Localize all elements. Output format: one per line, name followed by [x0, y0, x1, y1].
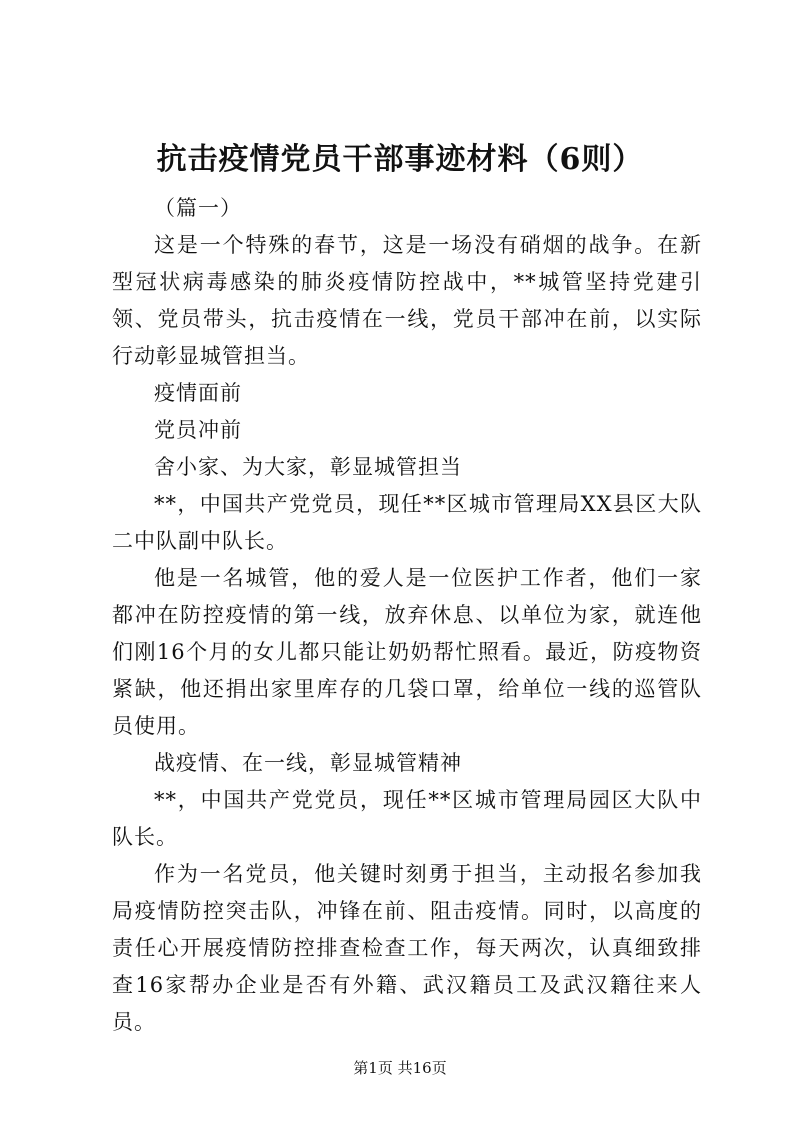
paragraph: 这是一个特殊的春节，这是一场没有硝烟的战争。在新型冠状病毒感染的肺炎疫情防控战中，**城管坚持党建引领、党员带头，抗击疫情在一线，党员干部冲在前，以实际行动彰显城管担当。 [112, 233, 702, 368]
subheading: 疫情面前 [154, 381, 242, 405]
subheading: 战疫情、在一线，彰显城管精神 [154, 751, 462, 775]
subheading: 党员冲前 [154, 418, 242, 442]
section-label: （篇一） [154, 196, 242, 220]
document-body [112, 190, 702, 1041]
paragraph: 他是一名城管，他的爱人是一位医护工作者，他们一家都冲在防控疫情的第一线，放弃休息、以单位为家，就连他们刚16个月的女儿都只能让奶奶帮忙照看。最近，防疫物资紧缺，他还捐出家里库存的几袋口罩，给单位一线的巡管队员使用。 [112, 566, 702, 738]
page-footer: 第1页 共16页 [353, 1059, 447, 1077]
paragraph: 作为一名党员，他关键时刻勇于担当，主动报名参加我局疫情防控突击队，冲锋在前、阻击疫情。同时，以高度的责任心开展疫情防控排查检查工作，每天两次，认真细致排查16家帮办企业是否有外籍、武汉籍员工及武汉籍往来人员。 [112, 862, 702, 1034]
document-title: 抗击疫情党员干部事迹材料（6则） [156, 142, 644, 177]
paragraph: **，中国共产党党员，现任**区城市管理局园区大队中队长。 [112, 788, 702, 849]
subheading: 舍小家、为大家，彰显城管担当 [154, 455, 462, 479]
paragraph: **，中国共产党党员，现任**区城市管理局XX县区大队二中队副中队长。 [112, 492, 702, 553]
